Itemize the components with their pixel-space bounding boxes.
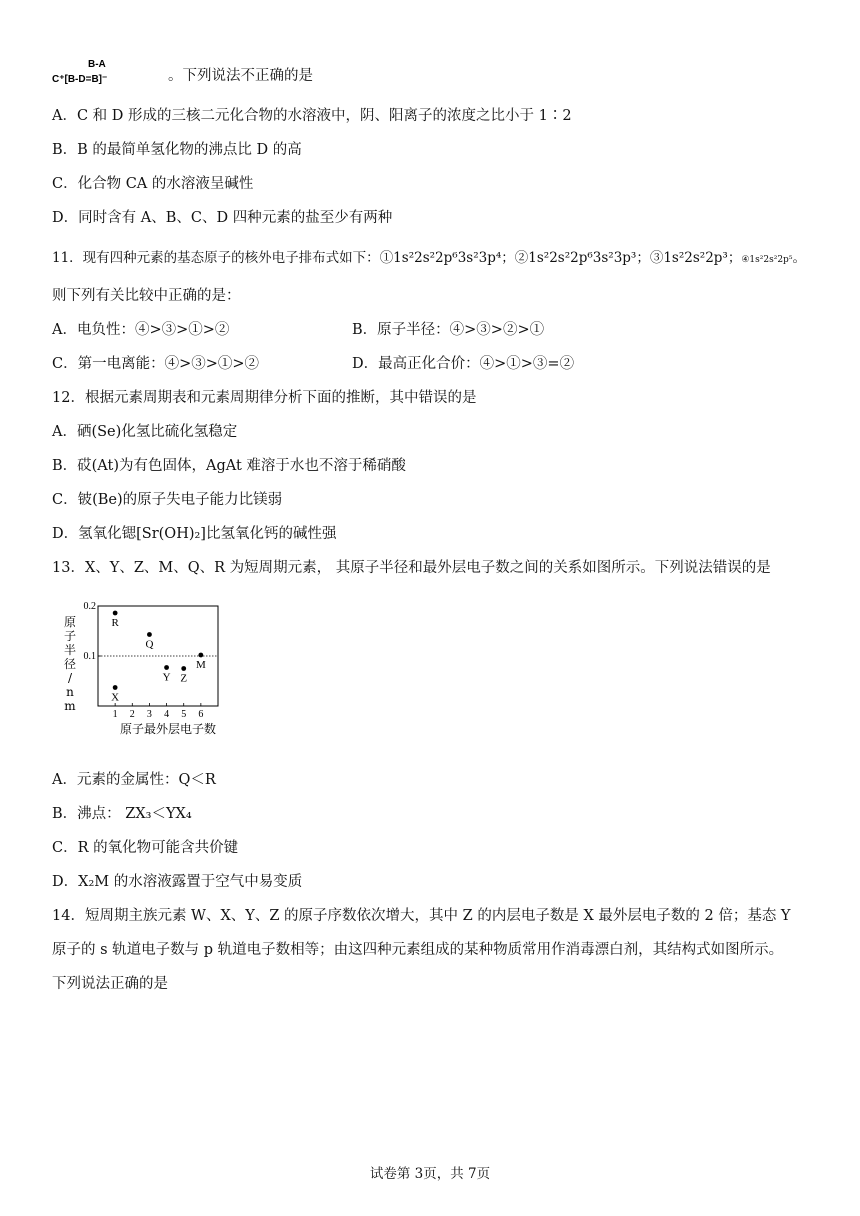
point-M [198,653,203,658]
q13-option-d: D．X₂M 的水溶液露置于空气中易变质 [52,874,303,890]
point-X [113,685,118,690]
q14-line1: 14．短周期主族元素 W、X、Y、Z 的原子序数依次增大，其中 Z 的内层电子数是 X 最外层电子数的 2 倍；基态 Y [52,908,791,924]
q10-option-c: C．化合物 CA 的水溶液呈碱性 [52,176,254,192]
x-tick-label: 2 [129,709,135,720]
q11-option-c: C．第一电离能：④>③>①>② [52,356,260,372]
structure-top: B-A [88,59,106,70]
q12-option-d: D．氢氧化锶[Sr(OH)₂]比氢氧化钙的碱性强 [52,526,337,542]
x-tick-label: 3 [146,709,152,720]
q11-stem: 11．现有四种元素的基态原子的核外电子排布式如下：①1s²2s²2p⁶3s²3p⁴；②1s²2s²2p⁶3s²3p³；③1s²2s²2p³；④1s²2s²2p⁵。 [52,250,806,266]
chart-axes [64,601,218,736]
point-label-Q: Q [145,638,154,651]
q11-line2: 则下列有关比较中正确的是： [52,288,241,304]
q11-option-d: D．最高正化合价：④>①>③=② [352,356,575,372]
q14-line3: 下列说法正确的是 [52,976,168,992]
q11-config-4: ④1s²2s²2p⁵ [741,255,793,265]
q11-stem-prefix: 11．现有四种元素的基态原子的核外电子排布式如下： [52,250,380,266]
point-label-M: M [195,659,206,671]
x-axis-label: 原子最外层电子数 [119,722,217,736]
q12-stem: 12．根据元素周期表和元素周期律分析下面的推断，其中错误的是 [52,390,477,406]
point-label-X: X [111,691,120,704]
point-Z [181,666,186,671]
q10-option-d: D．同时含有 A、B、C、D 四种元素的盐至少有两种 [52,210,393,226]
structure-formula [52,56,172,86]
q11-config-1: ①1s²2s²2p⁶3s²3p⁴ [379,250,502,266]
q13-option-a: A．元素的金属性：Q＜R [52,772,216,788]
q14-line2: 原子的 s 轨道电子数与 p 轨道电子数相等；由这四种元素组成的某种物质常用作消毒漂白剂，其结构式如图所示。 [52,942,784,958]
structure-bottom: C⁺[B-D=B]⁻ [52,74,108,85]
y-tick-label: 0.2 [83,601,96,612]
point-label-Y: Y [162,671,171,684]
chart-marks [111,611,206,704]
q13-option-b: B．沸点： ZX₃＜YX₄ [52,806,192,822]
q13-option-c: C．R 的氧化物可能含共价键 [52,840,239,856]
q12-option-b: B．砹(At)为有色固体，AgAt 难溶于水也不溶于稀硝酸 [52,458,406,474]
x-tick-label: 4 [164,709,170,720]
q10-option-b: B．B 的最简单氢化物的沸点比 D 的高 [52,142,302,158]
point-label-R: R [111,617,119,629]
point-R [113,611,118,616]
x-tick-label: 5 [181,709,187,720]
y-tick-label: 0.1 [83,651,96,662]
y-axis-label: 原子半径/ n m [63,615,77,713]
page-footer: 试卷第 3页，共 7页 [369,1166,491,1182]
q11-option-a: A．电负性：④>③>①>② [52,322,230,338]
q10-stem-tail: 。下列说法不正确的是 [168,68,313,84]
radius-scatter-chart [58,596,258,746]
q13-stem: 13．X、Y、Z、M、Q、R 为短周期元素， 其原子半径和最外层电子数之间的关系如图所示。下列说法错误的是 [52,560,771,576]
point-Q [147,632,152,637]
q12-option-c: C．铍(Be)的原子失电子能力比镁弱 [52,492,283,508]
point-label-Z: Z [180,672,188,685]
q11-config-2: ②1s²2s²2p⁶3s²3p³ [514,250,637,266]
point-Y [164,665,169,670]
q11-option-b: B．原子半径：④>③>②>① [352,322,545,338]
q10-option-a: A．C 和 D 形成的三核二元化合物的水溶液中，阴、阳离子的浓度之比小于 1∶2 [52,108,572,124]
x-tick-label: 6 [198,709,204,720]
q11-stem-suffix: 。 [792,250,806,266]
q12-option-a: A．硒(Se)化氢比硫化氢稳定 [52,424,238,440]
q11-config-3: ③1s²2s²2p³ [649,250,728,266]
x-tick-label: 1 [112,709,118,720]
